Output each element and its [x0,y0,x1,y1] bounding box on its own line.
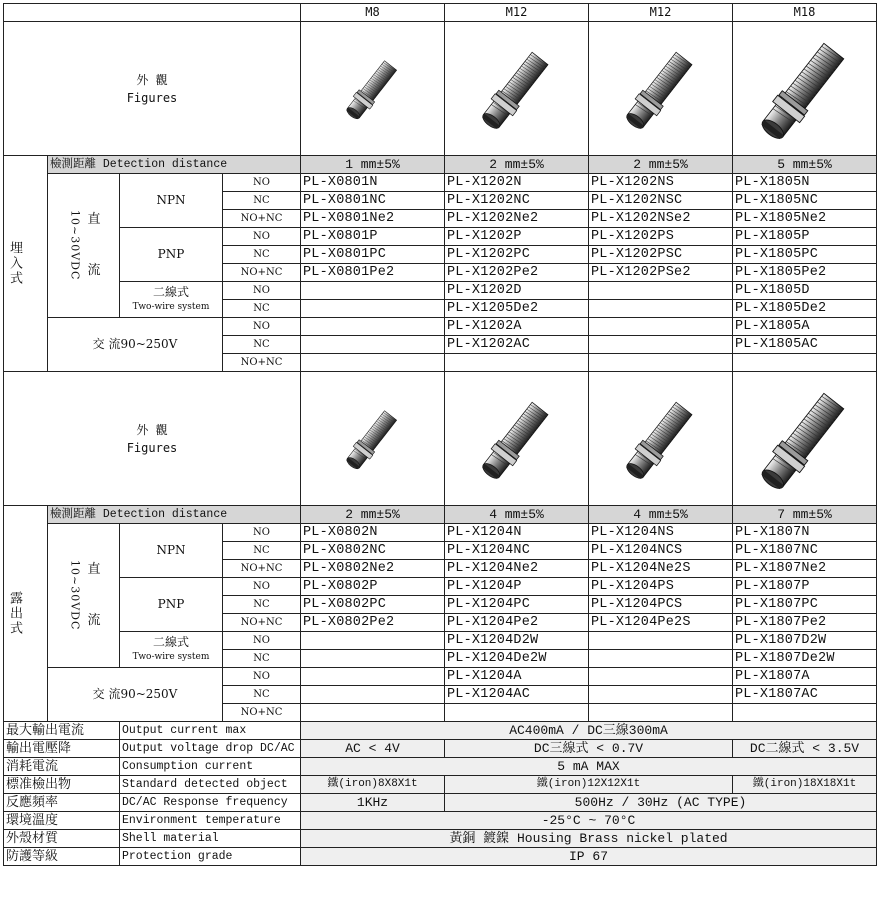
output-mode: NO+NC [223,560,301,578]
model-code: PL-X0801N [301,174,445,192]
model-code [589,686,733,704]
detection-row [4,156,877,174]
output-mode: NO [223,282,301,300]
model-code: PL-X1202P [445,228,589,246]
size-header: M12 [589,4,733,22]
sensor-spec-table [3,3,877,866]
spec-value: AC < 4V [301,740,445,758]
model-code [733,704,877,722]
model-code: PL-X1807De2W [733,650,877,668]
spec-row [4,794,877,812]
output-mode: NO [223,668,301,686]
pnp-label: PNP [120,578,223,632]
spec-value: AC400mA / DC三線300mA [301,722,877,740]
spec-label-en: DC/AC Response frequency [120,794,301,812]
sensor-image [303,22,443,150]
model-code [445,354,589,372]
model-code: PL-X1204A [445,668,589,686]
sensor-image [591,22,731,150]
detection-label: 檢測距離 Detection distance [48,506,301,524]
model-code: PL-X1204Ne2 [445,560,589,578]
detection-distance: 2 mm±5% [589,156,733,174]
spec-row [4,776,877,794]
model-code: PL-X1805AC [733,336,877,354]
size-header: M8 [301,4,445,22]
mount-type-text: 露出式 [7,591,22,636]
sensor-figure [733,372,877,506]
model-code: PL-X0802Ne2 [301,560,445,578]
model-code: PL-X1805Pe2 [733,264,877,282]
output-mode: NO+NC [223,264,301,282]
header-row [4,4,877,22]
two-wire-label [120,632,223,668]
model-code: PL-X1204D2W [445,632,589,650]
output-mode: NO+NC [223,210,301,228]
model-code: PL-X1202PS [589,228,733,246]
dc-voltage-label [48,174,120,318]
spec-value: DC三線式 < 0.7V [445,740,733,758]
spec-label-en: Environment temperature [120,812,301,830]
ac-label: 交 流90~250V [48,668,223,722]
model-code: PL-X0802PC [301,596,445,614]
spec-value: DC二線式 < 3.5V [733,740,877,758]
spec-value: 500Hz / 30Hz (AC TYPE) [445,794,877,812]
sensor-figure [301,22,445,156]
sensor-figure [733,22,877,156]
model-code [301,686,445,704]
output-mode: NC [223,300,301,318]
model-code: PL-X1204PC [445,596,589,614]
model-code: PL-X1204De2W [445,650,589,668]
sensor-figure [589,22,733,156]
model-code [589,650,733,668]
two-wire-row [4,632,877,650]
two-wire-row [4,282,877,300]
mount-type-label [4,156,48,372]
detection-distance: 5 mm±5% [733,156,877,174]
model-code [589,632,733,650]
output-mode: NC [223,596,301,614]
sensor-image [447,22,587,150]
spec-label-en: Standard detected object [120,776,301,794]
spec-label-cn: 輸出電壓降 [4,740,120,758]
sensor-image [735,372,875,500]
model-code: PL-X1202PC [445,246,589,264]
model-code: PL-X1204PCS [589,596,733,614]
output-mode: NO+NC [223,354,301,372]
sensor-figure [445,372,589,506]
figures-label-cn: 外 觀 [136,422,168,437]
model-code [733,354,877,372]
model-code: PL-X1807N [733,524,877,542]
spec-label-en: Output voltage drop DC/AC [120,740,301,758]
model-code: PL-X1805De2 [733,300,877,318]
pnp-label: PNP [120,228,223,282]
detection-row [4,506,877,524]
model-code: PL-X1805NC [733,192,877,210]
mount-type-label [4,506,48,722]
output-mode: NO [223,632,301,650]
spec-row [4,740,877,758]
detection-distance: 4 mm±5% [589,506,733,524]
figures-label-en: Figures [126,440,178,455]
two-wire-en: Two-wire system [132,651,210,662]
model-code: PL-X1202PSC [589,246,733,264]
spec-value: 5 mA MAX [301,758,877,776]
figure-row [4,22,877,156]
model-code [589,704,733,722]
model-code: PL-X0801P [301,228,445,246]
model-code: PL-X1805PC [733,246,877,264]
output-mode: NC [223,686,301,704]
model-code: PL-X1204N [445,524,589,542]
model-code: PL-X1202NSC [589,192,733,210]
spec-row [4,830,877,848]
two-wire-cn: 二線式 [152,284,189,299]
npn-row [4,524,877,542]
output-mode: NO+NC [223,704,301,722]
detection-distance: 7 mm±5% [733,506,877,524]
detection-label: 檢測距離 Detection distance [48,156,301,174]
spec-label-cn: 標准檢出物 [4,776,120,794]
size-header: M18 [733,4,877,22]
two-wire-en: Two-wire system [132,301,210,312]
figures-label [4,22,301,156]
ac-row [4,668,877,686]
spec-value: 1KHz [301,794,445,812]
model-code: PL-X1807PC [733,596,877,614]
dc-range: 10~30VDC [68,560,82,631]
spec-value: -25°C ~ 70°C [301,812,877,830]
model-code: PL-X1204Ne2S [589,560,733,578]
model-code [301,354,445,372]
model-code: PL-X0802NC [301,542,445,560]
model-code: PL-X1805P [733,228,877,246]
spec-label-en: Consumption current [120,758,301,776]
model-code: PL-X1204Pe2S [589,614,733,632]
sensor-figure [445,22,589,156]
model-code [301,650,445,668]
model-code: PL-X1807AC [733,686,877,704]
model-code: PL-X0802Pe2 [301,614,445,632]
model-code [589,282,733,300]
model-code [589,318,733,336]
size-header: M12 [445,4,589,22]
npn-row [4,174,877,192]
dc-label-wrap [50,210,117,280]
model-code: PL-X1204NCS [589,542,733,560]
model-code [589,668,733,686]
detection-distance: 2 mm±5% [301,506,445,524]
model-code: PL-X1202Pe2 [445,264,589,282]
model-code: PL-X1805D [733,282,877,300]
detection-distance: 2 mm±5% [445,156,589,174]
model-code: PL-X1202A [445,318,589,336]
npn-label: NPN [120,174,223,228]
model-code: PL-X1205De2 [445,300,589,318]
model-code [301,300,445,318]
two-wire-label [120,282,223,318]
detection-distance: 1 mm±5% [301,156,445,174]
model-code: PL-X1204NS [589,524,733,542]
sensor-figure [589,372,733,506]
sensor-image [735,22,875,150]
model-code: PL-X1202NS [589,174,733,192]
spec-label-en: Shell material [120,830,301,848]
model-code: PL-X1202NC [445,192,589,210]
spec-label-cn: 外殼材質 [4,830,120,848]
model-code: PL-X1807Ne2 [733,560,877,578]
model-code: PL-X1204Pe2 [445,614,589,632]
dc-word-b: 流 [87,263,101,279]
spec-row [4,758,877,776]
figures-label [4,372,301,506]
output-mode: NC [223,650,301,668]
model-code [589,300,733,318]
dc-range: 10~30VDC [68,210,82,281]
spec-value: 鐵(iron)18X18X1t [733,776,877,794]
figures-label-en: Figures [126,90,178,105]
model-code: PL-X1807P [733,578,877,596]
output-mode: NO [223,174,301,192]
spec-row [4,812,877,830]
model-code: PL-X1202PSe2 [589,264,733,282]
spec-label-en: Output current max [120,722,301,740]
spec-row [4,722,877,740]
dc-word [87,561,100,629]
model-code: PL-X1807NC [733,542,877,560]
pnp-row [4,228,877,246]
npn-label: NPN [120,524,223,578]
model-code: PL-X1807Pe2 [733,614,877,632]
model-code: PL-X1807A [733,668,877,686]
output-mode: NO+NC [223,614,301,632]
spec-label-cn: 反應頻率 [4,794,120,812]
output-mode: NO [223,524,301,542]
model-code: PL-X0801Ne2 [301,210,445,228]
spec-value: 黃銅 鍍鎳 Housing Brass nickel plated [301,830,877,848]
spec-value: 鐵(iron)8X8X1t [301,776,445,794]
mount-type-text: 埋入式 [7,241,22,286]
output-mode: NC [223,192,301,210]
model-code [301,668,445,686]
spec-label-cn: 消耗電流 [4,758,120,776]
model-code: PL-X1202N [445,174,589,192]
sensor-figure [301,372,445,506]
spec-label-en: Protection grade [120,848,301,866]
spec-value: IP 67 [301,848,877,866]
output-mode: NO [223,318,301,336]
model-code: PL-X1805N [733,174,877,192]
model-code [301,632,445,650]
output-mode: NO [223,578,301,596]
model-code: PL-X1204P [445,578,589,596]
model-code: PL-X1202Ne2 [445,210,589,228]
model-code [445,704,589,722]
two-wire-cn: 二線式 [152,634,189,649]
model-code: PL-X0801PC [301,246,445,264]
model-code [589,354,733,372]
model-code: PL-X1204AC [445,686,589,704]
model-code [301,704,445,722]
sensor-image [591,372,731,500]
model-code: PL-X1805A [733,318,877,336]
dc-word-a: 直 [87,562,101,578]
spec-label-cn: 最大輸出電流 [4,722,120,740]
model-code: PL-X1202NSe2 [589,210,733,228]
sensor-image [447,372,587,500]
spec-label-cn: 防護等級 [4,848,120,866]
pnp-row [4,578,877,596]
ac-label: 交 流90~250V [48,318,223,372]
model-code: PL-X1204PS [589,578,733,596]
detection-distance: 4 mm±5% [445,506,589,524]
sensor-image [303,372,443,500]
dc-word [87,211,100,279]
model-code: PL-X1807D2W [733,632,877,650]
output-mode: NC [223,336,301,354]
spec-label-cn: 環境溫度 [4,812,120,830]
model-code [301,336,445,354]
model-code: PL-X0801Pe2 [301,264,445,282]
model-code: PL-X1202D [445,282,589,300]
model-code [301,318,445,336]
model-code [301,282,445,300]
model-code: PL-X1204NC [445,542,589,560]
spec-value: 鐵(iron)12X12X1t [445,776,733,794]
dc-word-a: 直 [87,212,101,228]
model-code: PL-X1805Ne2 [733,210,877,228]
header-blank [4,4,301,22]
dc-voltage-label [48,524,120,668]
figure-row [4,372,877,506]
output-mode: NC [223,542,301,560]
output-mode: NC [223,246,301,264]
dc-word-b: 流 [87,613,101,629]
model-code: PL-X0802N [301,524,445,542]
spec-row [4,848,877,866]
model-code: PL-X0801NC [301,192,445,210]
output-mode: NO [223,228,301,246]
figures-label-cn: 外 觀 [136,72,168,87]
ac-row [4,318,877,336]
model-code: PL-X1202AC [445,336,589,354]
model-code: PL-X0802P [301,578,445,596]
dc-label-wrap [50,560,117,630]
model-code [589,336,733,354]
